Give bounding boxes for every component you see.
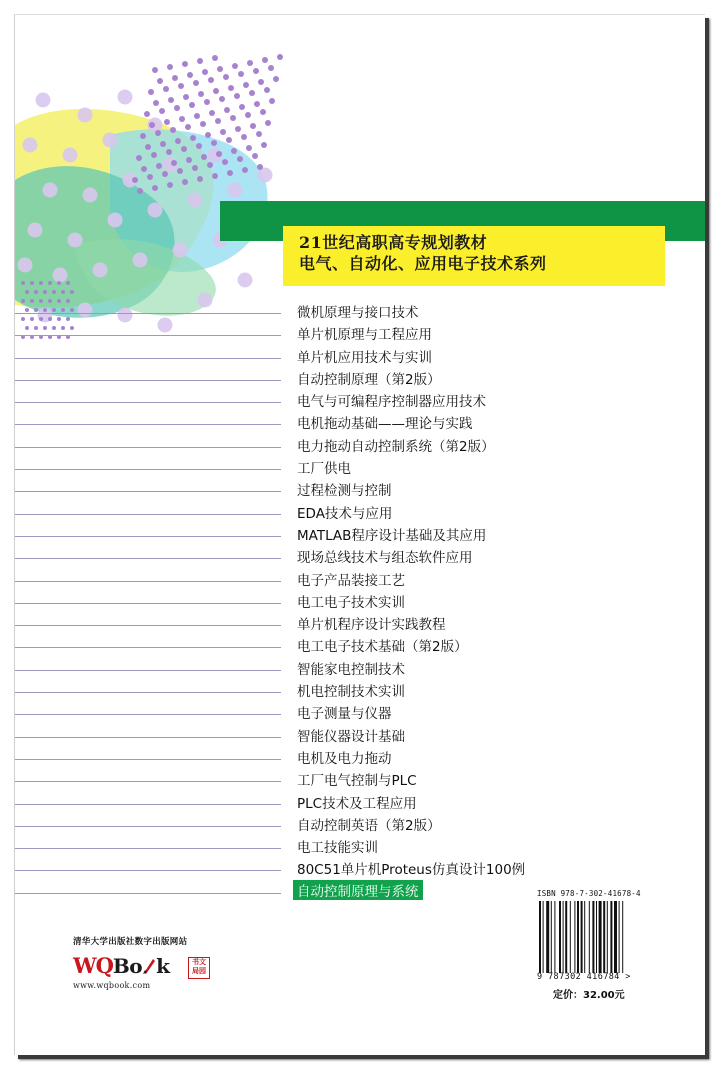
decorative-dot [133, 253, 148, 268]
decorative-dot [258, 79, 264, 85]
decorative-dot [152, 185, 158, 191]
book-list-rule [15, 491, 281, 492]
book-title: 单片机应用技术与实训 [297, 349, 432, 366]
book-list-item [15, 611, 705, 633]
decorative-dot [173, 243, 188, 258]
decorative-dot [208, 77, 214, 83]
barcode-bar [610, 901, 612, 973]
barcode-bar [565, 901, 567, 973]
book-list-item [15, 589, 705, 611]
decorative-dot [177, 168, 183, 174]
book-list-rule [15, 826, 281, 827]
decorative-dot [273, 76, 279, 82]
book-title: 电气与可编程序控制器应用技术 [297, 394, 486, 411]
decorative-dot [61, 290, 65, 294]
decorative-dot [175, 138, 181, 144]
decorative-dot [237, 156, 243, 162]
book-title: 机电控制技术实训 [297, 684, 405, 701]
logo-k-text: k [156, 954, 170, 978]
book-list-item [15, 723, 705, 745]
book-title: 电机拖动基础——理论与实践 [297, 416, 473, 433]
book-list-item [15, 455, 705, 477]
decorative-dot [183, 94, 189, 100]
decorative-dot [189, 102, 195, 108]
decorative-dot [181, 146, 187, 152]
barcode-bar [622, 901, 623, 973]
barcode-bar [554, 901, 555, 973]
decorative-dot [174, 105, 180, 111]
decorative-dot [156, 163, 162, 169]
barcode-bar [614, 901, 617, 973]
decorative-dot [231, 148, 237, 154]
book-list-rule [15, 870, 281, 871]
book-list-rule [15, 603, 281, 604]
book-list-item [15, 410, 705, 432]
decorative-dot [70, 290, 74, 294]
book-list-item [15, 500, 705, 522]
book-list-rule [15, 714, 281, 715]
book-list-item [15, 299, 705, 321]
book-list-item [15, 544, 705, 566]
barcode-bar [577, 901, 579, 973]
decorative-dot [48, 281, 52, 285]
book-list-rule [15, 469, 281, 470]
decorative-dot [68, 233, 83, 248]
decorative-dot [141, 166, 147, 172]
book-list-item [15, 366, 705, 388]
decorative-dot [43, 290, 47, 294]
decorative-dot [192, 165, 198, 171]
publisher-logo [73, 953, 206, 979]
decorative-dot [182, 61, 188, 67]
book-back-cover [14, 14, 705, 1055]
decorative-dot [254, 101, 260, 107]
book-list-rule [15, 625, 281, 626]
book-title: 电力拖动自动控制系统（第2版） [297, 438, 495, 455]
barcode-bar [551, 901, 552, 973]
decorative-dot [148, 203, 163, 218]
decorative-dot [256, 131, 262, 137]
decorative-dot [207, 162, 213, 168]
book-title: 微机原理与接口技术 [297, 305, 419, 321]
decorative-dot [93, 263, 108, 278]
decorative-dot [212, 55, 218, 61]
book-title: 现场总线技术与组态软件应用 [297, 550, 473, 567]
decorative-dot [147, 174, 153, 180]
decorative-dot [188, 193, 203, 208]
book-title: 自动控制英语（第2版） [297, 817, 441, 834]
decorative-dot [217, 66, 223, 72]
decorative-dot [185, 124, 191, 130]
decorative-dot [170, 127, 176, 133]
decorative-dot [230, 115, 236, 121]
decorative-dot [167, 182, 173, 188]
publisher-name: 清华大学出版社数字出版网站 [73, 937, 188, 947]
book-list-item [15, 767, 705, 789]
book-title: 电子测量与仪器 [297, 706, 392, 723]
decorative-dot [269, 98, 275, 104]
barcode-bar [603, 901, 605, 973]
decorative-dot [118, 90, 133, 105]
book-title: 自动控制原理（第2版） [297, 371, 441, 388]
book-list-item [15, 477, 705, 499]
decorative-dot [39, 281, 43, 285]
barcode-number: 9 787302 416784 > [537, 972, 631, 982]
barcode-bar [543, 901, 544, 973]
book-list-rule [15, 647, 281, 648]
decorative-dot [257, 164, 263, 170]
decorative-dot [262, 57, 268, 63]
decorative-dot [43, 183, 58, 198]
decorative-dot [52, 290, 56, 294]
decorative-dot [261, 142, 267, 148]
decorative-dot [232, 63, 238, 69]
decorative-dot [205, 132, 211, 138]
decorative-dot [198, 91, 204, 97]
decorative-dot [149, 122, 155, 128]
book-list-item [15, 321, 705, 343]
decorative-dot [250, 123, 256, 129]
book-list-item [15, 633, 705, 655]
decorative-dot [159, 108, 165, 114]
decorative-dot [163, 86, 169, 92]
decorative-dot [28, 223, 43, 238]
decorative-dot [182, 179, 188, 185]
decorative-dot [186, 157, 192, 163]
book-list-rule [15, 893, 281, 894]
decorative-dot [78, 108, 93, 123]
barcode-bar [596, 901, 597, 973]
decorative-dot [83, 188, 98, 203]
decorative-dot [200, 121, 206, 127]
decorative-dot [171, 160, 177, 166]
decorative-dot [193, 80, 199, 86]
decorative-dot [204, 99, 210, 105]
decorative-dot [234, 93, 240, 99]
decorative-dot [179, 116, 185, 122]
decorative-dot [277, 54, 283, 60]
book-title: 80C51单片机Proteus仿真设计100例 [297, 862, 526, 879]
series-title-line2: 电气、自动化、应用电子技术系列 [299, 254, 547, 273]
barcode-bar [584, 901, 585, 973]
decorative-dot [264, 87, 270, 93]
decorative-dot [216, 151, 222, 157]
book-title: 智能家电控制技术 [297, 661, 405, 678]
book-title: 单片机程序设计实践教程 [297, 617, 446, 634]
decorative-dot [220, 129, 226, 135]
barcode-bar [570, 901, 571, 973]
series-title [299, 232, 547, 274]
decorative-dot [144, 111, 150, 117]
decorative-dot [197, 176, 203, 182]
logo-wq-text: WQ [73, 953, 113, 978]
book-title: 电机及电力拖动 [297, 750, 392, 767]
decorative-dot [23, 138, 38, 153]
book-title: 电工技能实训 [297, 840, 378, 857]
book-list-rule [15, 781, 281, 782]
book-list-rule [15, 358, 281, 359]
decorative-dot [228, 85, 234, 91]
book-list-item [15, 567, 705, 589]
barcode-bar [607, 901, 608, 973]
book-list [15, 299, 705, 901]
decorative-dot [243, 82, 249, 88]
book-list-item [15, 856, 705, 878]
book-title: PLC技术及工程应用 [297, 795, 417, 812]
publisher-url: www.wqbook.com [73, 981, 151, 990]
decorative-dot [227, 170, 233, 176]
decorative-dot [209, 110, 215, 116]
book-list-rule [15, 402, 281, 403]
decorative-dot [53, 268, 68, 283]
decorative-dot [164, 119, 170, 125]
book-list-item [15, 812, 705, 834]
decorative-dot [132, 177, 138, 183]
decorative-dot [57, 281, 61, 285]
decorative-dot [157, 78, 163, 84]
barcode-bar [592, 901, 594, 973]
decorative-dot [197, 58, 203, 64]
decorative-dot [187, 72, 193, 78]
book-list-item [15, 700, 705, 722]
decorative-dot [235, 126, 241, 132]
decorative-dot [246, 145, 252, 151]
decorative-dot [247, 60, 253, 66]
book-list-rule [15, 380, 281, 381]
decorative-dot [63, 148, 78, 163]
barcode-bar [539, 901, 541, 973]
decorative-dot [108, 213, 123, 228]
decorative-dot [137, 188, 143, 194]
book-title: EDA技术与应用 [297, 505, 393, 522]
decorative-dot [219, 96, 225, 102]
decorative-dot [215, 118, 221, 124]
decorative-dot [201, 154, 207, 160]
decorative-dot [145, 144, 151, 150]
decorative-dot [34, 290, 38, 294]
decorative-dot [226, 137, 232, 143]
decorative-dot [238, 71, 244, 77]
book-title: 单片机原理与工程应用 [297, 327, 432, 344]
decorative-dot [178, 83, 184, 89]
decorative-dot [172, 75, 178, 81]
book-list-item [15, 388, 705, 410]
decorative-dot [30, 281, 34, 285]
decorative-dot [194, 113, 200, 119]
decorative-dot [103, 133, 118, 148]
book-list-rule [15, 558, 281, 559]
book-title: 智能仪器设计基础 [297, 728, 405, 745]
decorative-dot [212, 173, 218, 179]
book-list-rule [15, 313, 281, 314]
decorative-dot [238, 273, 253, 288]
book-list-item [15, 433, 705, 455]
book-list-item [15, 522, 705, 544]
logo-bo-text: Bo [112, 954, 143, 978]
decorative-dot [224, 107, 230, 113]
barcode-bar [559, 901, 561, 973]
book-list-rule [15, 804, 281, 805]
decorative-dot [223, 74, 229, 80]
decorative-dot [151, 152, 157, 158]
decorative-dot [228, 183, 243, 198]
book-title: 工厂供电 [297, 461, 351, 478]
book-list-rule [15, 737, 281, 738]
current-book-title: 自动控制原理与系统 [293, 880, 423, 900]
barcode-bar [589, 901, 590, 973]
decorative-dot [190, 135, 196, 141]
book-pen-icon [142, 957, 156, 975]
barcode-bar [574, 901, 575, 973]
book-list-item [15, 344, 705, 366]
barcode-bar [546, 901, 549, 973]
book-title: 电工电子技术实训 [297, 594, 405, 611]
decorative-dot [25, 290, 29, 294]
book-list-rule [15, 335, 281, 336]
book-list-rule [15, 670, 281, 671]
publisher-seal-icon: 书文 局园 [188, 957, 210, 979]
decorative-dot [241, 134, 247, 140]
book-list-rule [15, 848, 281, 849]
decorative-dot [239, 104, 245, 110]
decorative-dot [211, 140, 217, 146]
decorative-dot [153, 100, 159, 106]
decorative-dot [213, 88, 219, 94]
book-title: 电工电子技术基础（第2版） [297, 639, 468, 656]
decorative-dot [66, 281, 70, 285]
book-list-rule [15, 536, 281, 537]
decorative-dot [242, 167, 248, 173]
barcode-block [537, 889, 667, 1001]
barcode-bar [581, 901, 583, 973]
book-title: 过程检测与控制 [297, 483, 392, 500]
book-list-item [15, 790, 705, 812]
isbn-text: ISBN 978-7-302-41678-4 [537, 889, 641, 898]
decorative-dot [260, 109, 266, 115]
book-list-rule [15, 424, 281, 425]
book-title: 工厂电气控制与PLC [297, 773, 417, 790]
barcode-bars-icon [537, 901, 665, 973]
decorative-dot [21, 281, 25, 285]
decorative-dot [148, 89, 154, 95]
book-list-rule [15, 759, 281, 760]
decorative-dot [268, 65, 274, 71]
decorative-dot [155, 130, 161, 136]
decorative-dot [136, 155, 142, 161]
decorative-dot [167, 64, 173, 70]
barcode-bar [599, 901, 602, 973]
barcode-bar [563, 901, 564, 973]
decorative-dot [166, 149, 172, 155]
decorative-dot [162, 171, 168, 177]
decorative-dot [202, 69, 208, 75]
decorative-dot [196, 143, 202, 149]
series-title-line1: 21世纪高职高专规划教材 [299, 233, 488, 252]
barcode-bar [619, 901, 620, 973]
book-list-item [15, 656, 705, 678]
book-list-rule [15, 692, 281, 693]
decorative-dot [36, 93, 51, 108]
book-title: MATLAB程序设计基础及其应用 [297, 527, 487, 544]
book-list-rule [15, 514, 281, 515]
publisher-block [73, 935, 206, 990]
book-list-rule [15, 447, 281, 448]
book-list-item [15, 834, 705, 856]
decorative-dot [265, 120, 271, 126]
decorative-dot [140, 133, 146, 139]
decorative-dot [168, 97, 174, 103]
book-list-item [15, 745, 705, 767]
decorative-dot [252, 153, 258, 159]
decorative-dot [152, 67, 158, 73]
price-text: 定价：32.00元 [553, 990, 625, 1001]
decorative-dot [18, 258, 33, 273]
decorative-dot [249, 90, 255, 96]
book-title: 电子产品装接工艺 [297, 572, 405, 589]
book-list-item [15, 678, 705, 700]
decorative-dot [253, 68, 259, 74]
book-list-rule [15, 581, 281, 582]
decorative-dot [245, 112, 251, 118]
decorative-dot [160, 141, 166, 147]
decorative-dot [222, 159, 228, 165]
